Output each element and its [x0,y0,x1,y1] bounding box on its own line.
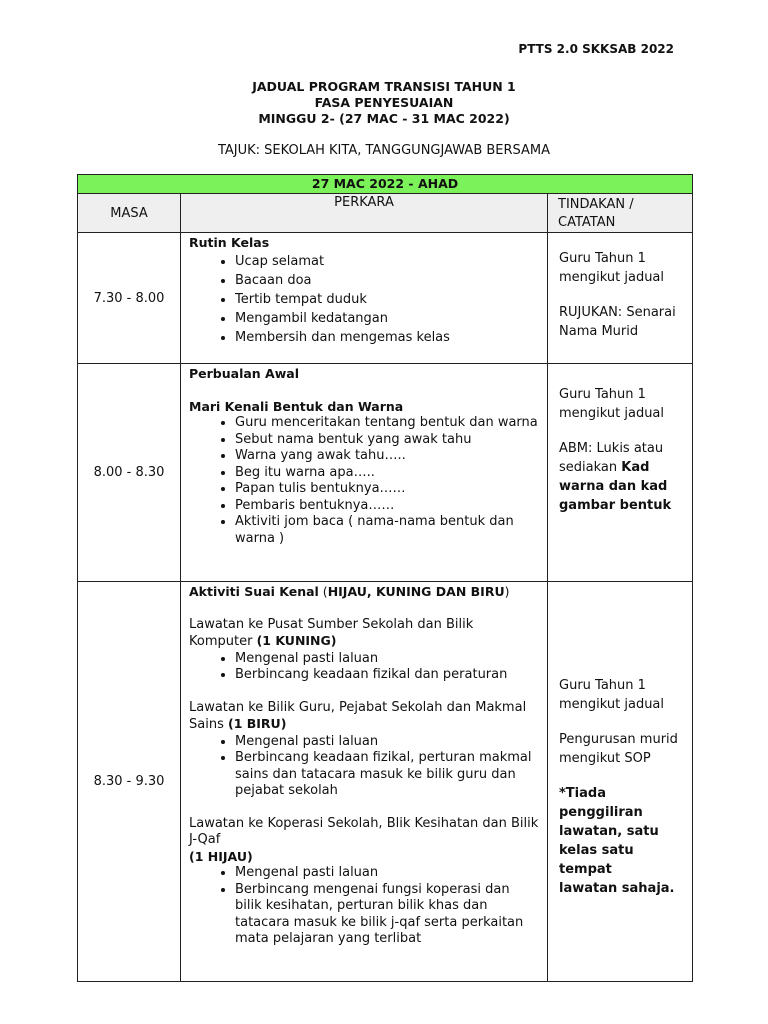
activity-list [189,415,539,547]
activity-list [189,734,539,800]
activity-list [189,865,539,948]
list-item: • Warna yang awak tahu….. [235,448,539,465]
list-item: • Bacaan doa [235,271,539,290]
note-bold-text: Kad [621,460,650,475]
spacer [559,287,686,303]
note-line: Nama Murid [559,324,639,339]
header-row [78,194,693,233]
list-item: • Pembaris bentuknya…… [235,498,539,515]
note-line [559,458,686,477]
activity-cell [181,233,548,364]
heading-paren: ) [504,584,510,599]
visit-1 [189,617,539,651]
note-line: Guru Tahun 1 [559,251,646,266]
list-item: • Beg itu warna apa….. [235,465,539,482]
note-line: Guru Tahun 1 [559,387,646,402]
title-line-1: JADUAL PROGRAM TRANSISI TAHUN 1 [252,79,516,94]
spacer [189,684,539,700]
note-line: Guru Tahun 1 [559,678,646,693]
activity-cell [181,582,548,982]
column-header-masa: MASA [78,194,181,233]
table-row [78,233,693,364]
note-line: ABM: Lukis atau [559,441,664,456]
spacer [189,800,539,816]
day-row [78,175,693,194]
document-title [0,79,768,127]
list-item: • Tertib tempat duduk [235,290,539,309]
spacer [559,423,686,439]
spacer [559,768,686,784]
activity-cell [181,364,548,582]
activity-list [189,651,539,684]
list-item: • Mengenal pasti laluan [235,651,539,668]
activity-heading-text: Aktiviti Suai Kenal [189,584,319,599]
heading-paren: ( [318,584,328,599]
column-header-tindakan [548,194,693,233]
activity-list [189,252,539,347]
activity-heading: Perbualan Awal [189,366,299,381]
list-item: • Aktiviti jom baca ( nama-nama bentuk dan warna ) [235,514,539,547]
spacer [189,383,539,399]
notes-cell [548,233,693,364]
heading-colors: HIJAU, KUNING DAN BIRU [327,584,505,599]
visit-text: Lawatan ke Bilik Guru, Pejabat Sekolah dan Makmal Sains [189,699,527,732]
list-item: • Mengambil kedatangan [235,309,539,328]
note-line: mengikut jadual [559,406,665,421]
note-line: RUJUKAN: Senarai [559,305,676,320]
note-line-bold: gambar bentuk [559,498,672,513]
list-item: • Berbincang mengenai fungsi koperasi dan bilik kesihatan, perturan bilik khas dan tatacara masuk ke bilik j-qaf serta perkaitan mata pelajaran yang terlibat [235,882,539,948]
visit-tag: (1 HIJAU) [189,848,253,864]
activity-subheading: Mari Kenali Bentuk dan Warna [189,398,404,414]
note-line: mengikut SOP [559,751,651,766]
note-line: mengikut jadual [559,270,665,285]
table-row [78,582,693,982]
visit-tag: (1 BIRU) [227,716,287,731]
note-line: mengikut jadual [559,697,665,712]
list-item: • Berbincang keadaan fizikal, perturan makmal sains dan tatacara masuk ke bilik guru dan pejabat sekolah [235,750,539,800]
note-line-bold: warna dan kad [559,479,668,494]
note-line-bold: penggiliran [559,805,643,820]
visit-3: Lawatan ke Koperasi Sekolah, Blik Kesihatan dan Bilik J-Qaf [189,815,539,847]
document-code: PTTS 2.0 SKKSAB 2022 [518,42,674,56]
day-label: 27 MAC 2022 - AHAD [78,175,693,194]
table-row [78,364,693,582]
list-item: • Sebut nama bentuk yang awak tahu [235,432,539,449]
list-item: • Mengenal pasti laluan [235,734,539,751]
note-line-bold: *Tiada [559,786,606,801]
spacer [559,714,686,730]
time-cell: 7.30 - 8.00 [78,233,181,364]
notes-cell [548,582,693,982]
column-header-perkara: PERKARA [181,194,548,233]
spacer [189,601,539,617]
list-item: • Ucap selamat [235,252,539,271]
list-item: • Berbincang keadaan fizikal dan peraturan [235,667,539,684]
note-line-bold: lawatan, satu [559,824,659,839]
schedule-table [77,174,693,982]
note-line: Pengurusan murid [559,732,678,747]
activity-heading [189,584,539,601]
time-cell: 8.30 - 9.30 [78,582,181,982]
visit-2 [189,700,539,734]
topic-line: TAJUK: SEKOLAH KITA, TANGGUNGJAWAB BERSAMA [217,143,551,158]
notes-cell [548,364,693,582]
column-header-tindakan-line1: TINDAKAN / [558,197,634,212]
activity-heading: Rutin Kelas [189,235,270,250]
list-item: • Papan tulis bentuknya…… [235,481,539,498]
list-item: • Guru menceritakan tentang bentuk dan warna [235,415,539,432]
list-item: • Membersih dan mengemas kelas [235,328,539,347]
visit-tag: (1 KUNING) [256,633,337,648]
list-item: • Mengenal pasti laluan [235,865,539,882]
note-line-bold: lawatan sahaja. [559,881,675,896]
note-text: sediakan [559,460,622,475]
title-line-3: MINGGU 2- (27 MAC - 31 MAC 2022) [258,111,510,126]
column-header-tindakan-line2: CATATAN [558,215,616,230]
note-line-bold: kelas satu tempat [559,843,634,877]
title-line-2: FASA PENYESUAIAN [314,95,454,110]
time-cell: 8.00 - 8.30 [78,364,181,582]
visit-text: Lawatan ke Pusat Sumber Sekolah dan Bilik Komputer [189,616,474,649]
